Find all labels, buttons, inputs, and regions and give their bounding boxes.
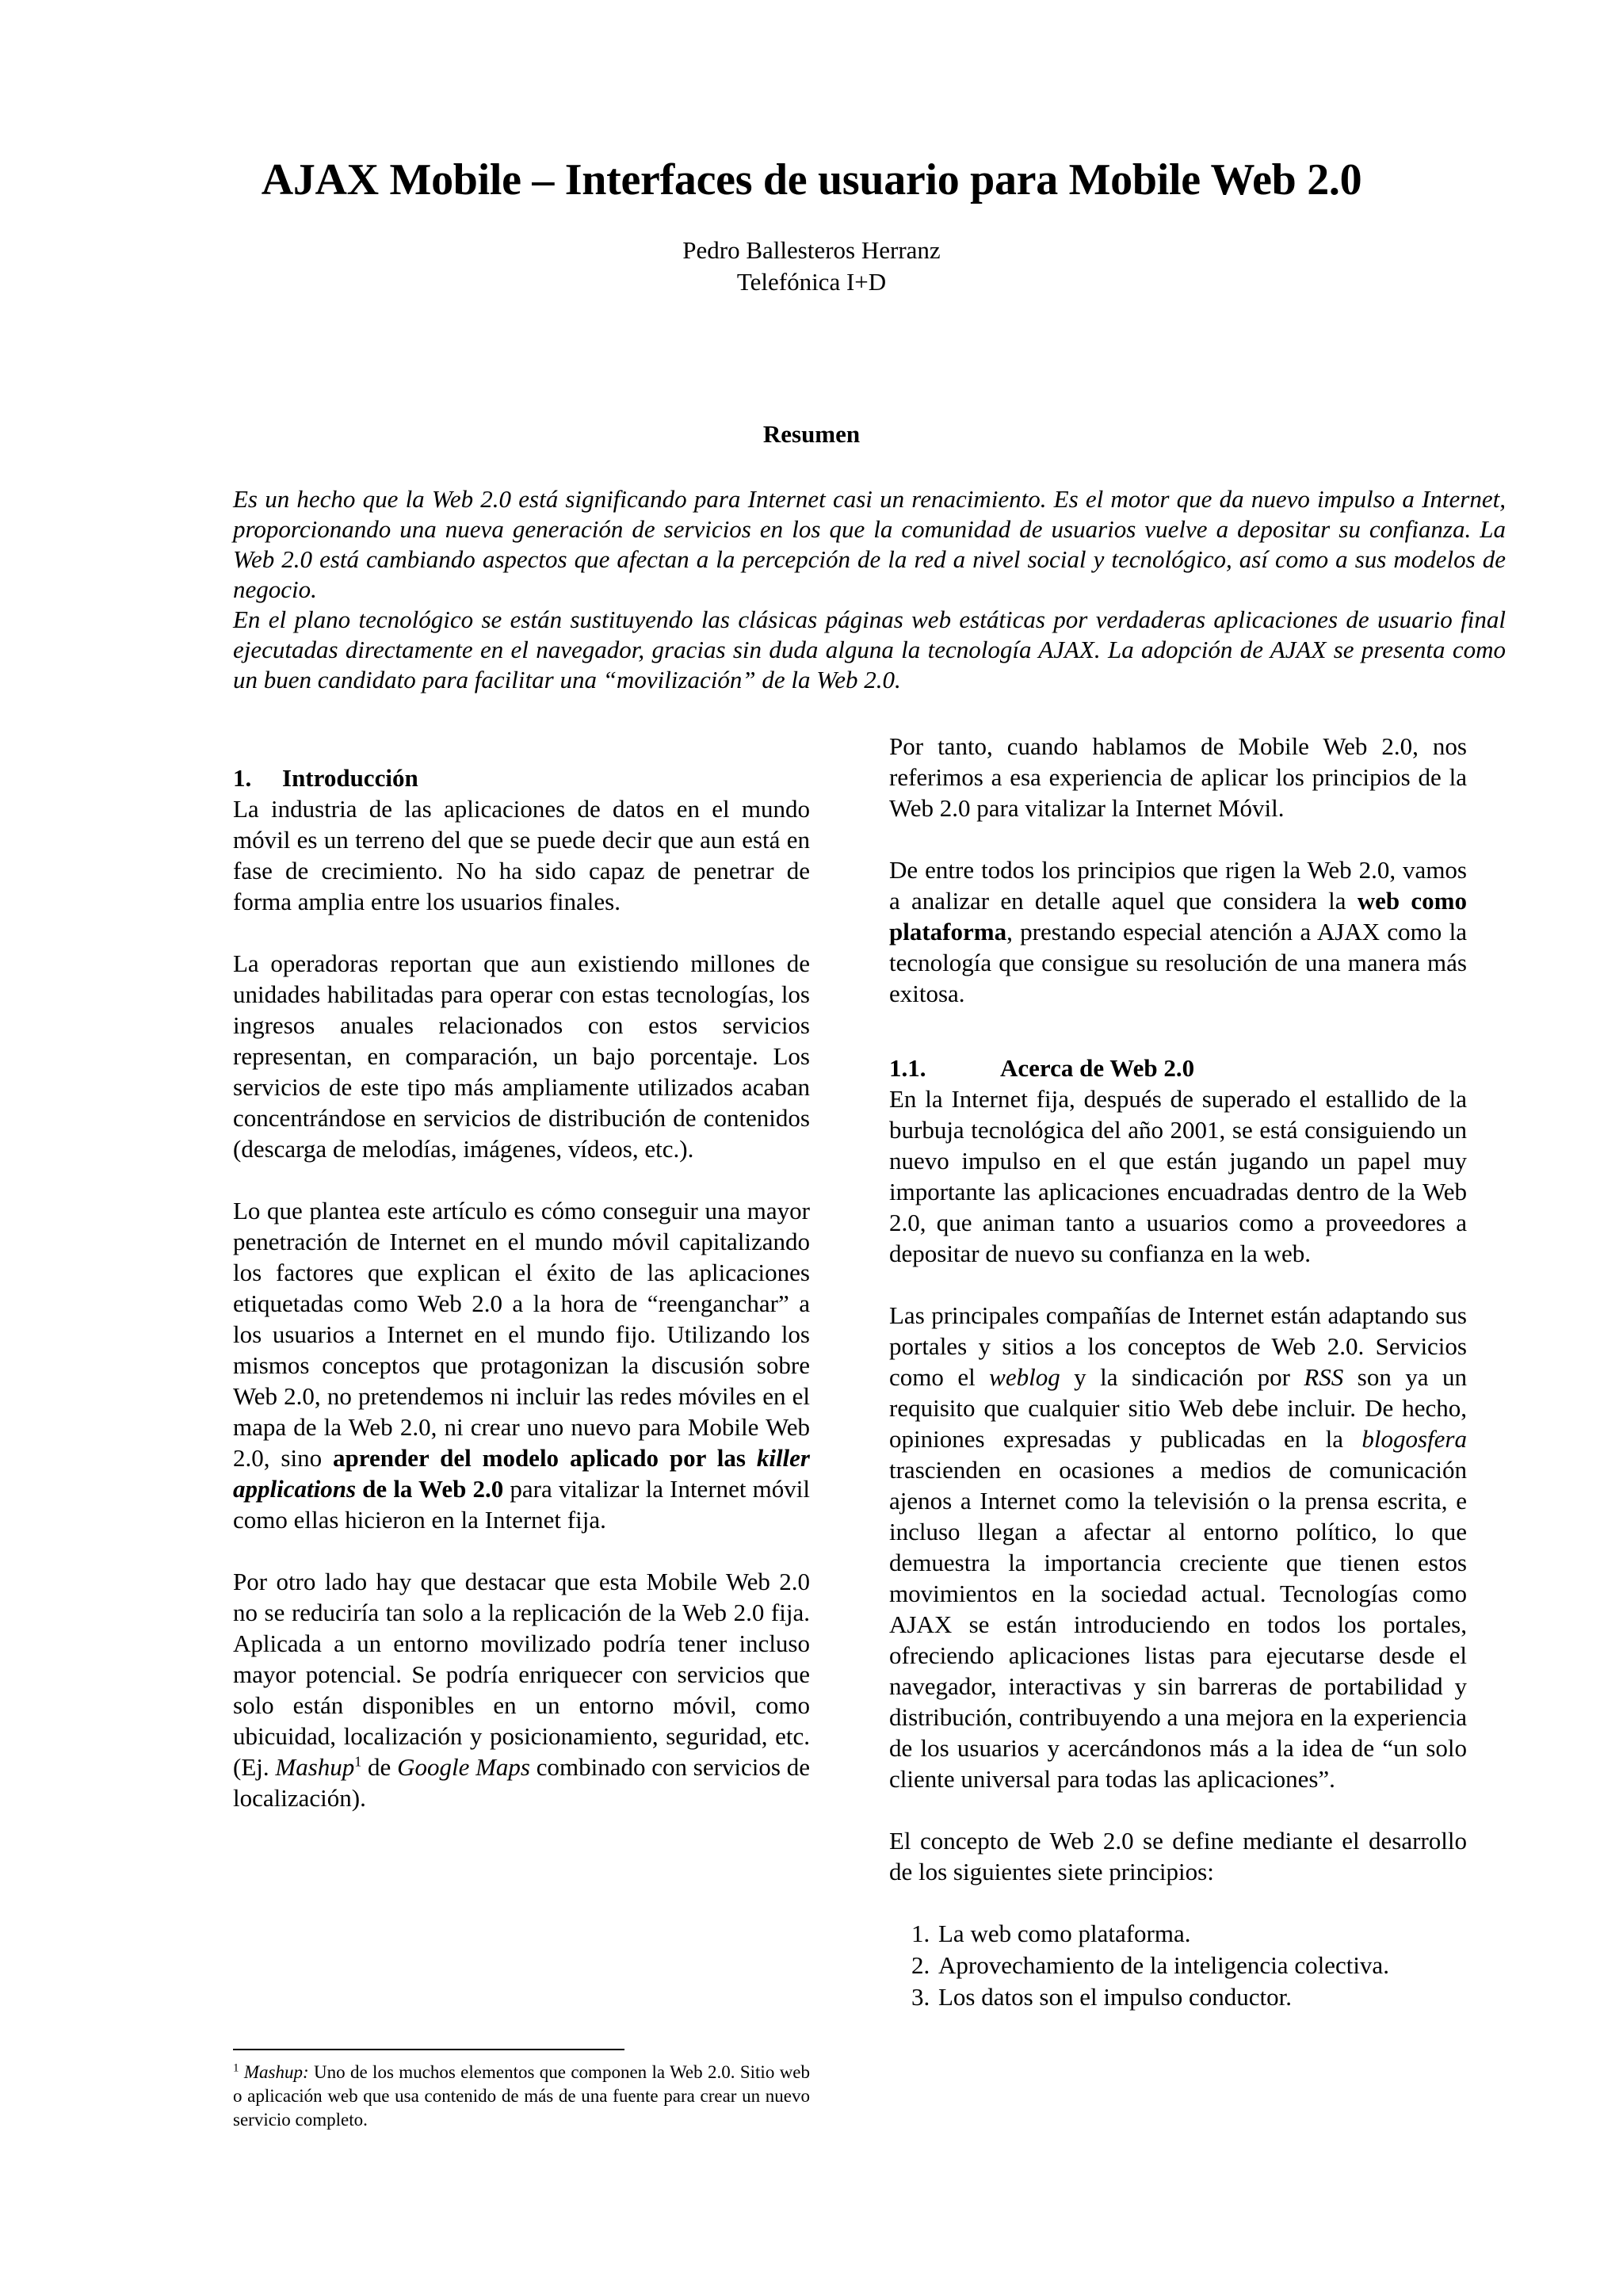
right-column — [889, 731, 1467, 2013]
list-item-number: 2. — [911, 1951, 930, 1979]
rss-term: RSS — [1304, 1363, 1344, 1391]
subsection-title: Acerca de Web 2.0 — [1000, 1054, 1195, 1082]
right-p2-text-end: , prestando especial atención a AJAX como la tecnología que consigue su resolución de una manera más exitosa. — [889, 918, 1467, 1007]
subsection-number: 1.1. — [889, 1054, 926, 1082]
intro-p3-text-end: para vitalizar la Internet móvil como ellas hicieron en la Internet fija. — [233, 1475, 811, 1534]
intro-paragraph-3 — [233, 1195, 810, 1535]
right-paragraph-3: En la Internet fija, después de superado el estallido de la burbuja tecnológica del año 2001, se está consiguiendo un nuevo impulso en el que están jugando un papel muy importante las aplicaciones encuadradas dentro de la Web 2.0, que animan tanto a usuarios como a proveedores a depositar de nuevo su confianza en la web. — [889, 1085, 1467, 1267]
right-paragraph-2 — [889, 854, 1467, 1009]
intro-p3-text: Lo que plantea este artículo es cómo conseguir una mayor penetración de Internet en el mundo móvil capitalizando los factores que explican el éxito de las aplicaciones etiquetadas como Web 2.0 a la hora de “reenganchar” a los usuarios a Internet en el mundo fijo. Utilizando los mismos conceptos que protagonizan la discusión sobre Web 2.0, no pretendemos ni incluir las redes móviles en el mapa de la Web 2.0, ni crear uno nuevo para Mobile Web 2.0, sino — [233, 1197, 810, 1472]
intro-paragraph-1: La industria de las aplicaciones de datos en el mundo móvil es un terreno del que se puede decir que aun está en fase de crecimiento. No ha sido capaz de penetrar de forma amplia entre los usuarios finales. — [233, 795, 810, 915]
footnote-term: Mashup: — [243, 2062, 309, 2082]
right-paragraph-4 — [889, 1300, 1467, 1794]
intro-p3-bold-italic: killer applications — [233, 1444, 810, 1503]
intro-paragraph-4 — [233, 1566, 810, 1813]
principles-list — [889, 1918, 1467, 2013]
footnote-ref-1[interactable]: 1 — [354, 1753, 362, 1770]
list-item — [889, 1950, 1467, 1981]
section-heading-introduccion — [233, 762, 810, 793]
intro-p4-text-end: combinado con servicios de localización). — [233, 1753, 811, 1812]
footnote-mark: 1 — [233, 2061, 239, 2075]
list-item-text: Los datos son el impulso conductor. — [938, 1983, 1293, 2011]
abstract-paragraph-1: Es un hecho que la Web 2.0 está significando para Internet casi un renacimiento. Es el motor que da nuevo impulso a Internet, proporcionando una nueva generación de servicios en los que la comunidad de usuarios vuelve a depositar su confianza. La Web 2.0 está cambiando aspectos que afectan a la percepción de la red a nivel social y tecnológico, así como a sus modelos de negocio. — [233, 485, 1506, 603]
footnote-divider — [233, 2049, 624, 2050]
subsection-heading-acerca — [889, 1052, 1467, 1083]
section-number: 1. — [233, 764, 252, 792]
right-paragraph-1: Por tanto, cuando hablamos de Mobile Web 2.0, nos referimos a esa experiencia de aplicar los principios de la Web 2.0 para vitalizar la Internet Móvil. — [889, 732, 1467, 822]
mashup-term: Mashup — [275, 1753, 355, 1781]
right-p4-text-3: son ya un requisito que cualquier sitio Web debe incluir. De hecho, opiniones expresadas y publicadas en la — [889, 1363, 1467, 1453]
blogosfera-term: blogosfera — [1361, 1425, 1467, 1453]
right-p4-text: Las principales compañías de Internet están adaptando sus portales y sitios a los conceptos de Web 2.0. Servicios como el — [889, 1301, 1467, 1391]
author-affiliation: Telefónica I+D — [736, 268, 887, 296]
list-item — [889, 1981, 1467, 2013]
abstract — [233, 484, 1506, 695]
intro-p3-bold-1: aprender del modelo aplicado por las — [333, 1444, 757, 1472]
right-p4-text-2: y la sindicación por — [1060, 1363, 1304, 1391]
abstract-heading: Resumen — [762, 420, 861, 448]
google-maps-term: Google Maps — [397, 1753, 530, 1781]
right-paragraph-5: El concepto de Web 2.0 se define mediante el desarrollo de los siguientes siete principios: — [889, 1827, 1467, 1885]
list-item-text: La web como plataforma. — [938, 1920, 1191, 1947]
list-item-text: Aprovechamiento de la inteligencia colectiva. — [938, 1951, 1389, 1979]
author-block — [0, 235, 1623, 298]
footnote-1 — [233, 2061, 810, 2132]
paper-title: AJAX Mobile – Interfaces de usuario para Mobile Web 2.0 — [261, 155, 1362, 204]
author-name: Pedro Ballesteros Herranz — [682, 236, 941, 264]
right-p4-text-end: trascienden en ocasiones a medios de comunicación ajenos a Internet como la televisión o la prensa escrita, e incluso llegan a afectar al entorno político, lo que demuestra la importancia creciente que tienen estos movimientos en la sociedad actual. Tecnologías como AJAX se están introduciendo en todos los portales, ofreciendo aplicaciones listas para ejecutarse desde el navegador, interactivas y sin barreras de portabilidad y distribución, contribuyendo a una mejora en la experiencia de los usuarios y acercándonos más a la idea de “un solo cliente universal para todas las aplicaciones”. — [889, 1456, 1467, 1793]
intro-paragraph-2: La operadoras reportan que aun existiendo millones de unidades habilitadas para operar con estas tecnologías, los ingresos anuales relacionados con estos servicios representan, en comparación, un bajo porcentaje. Los servicios de este tipo más ampliamente utilizados acaban concentrándose en servicios de distribución de contenidos (descarga de melodías, imágenes, vídeos, etc.). — [233, 949, 810, 1163]
left-column — [233, 762, 810, 1813]
abstract-paragraph-2: En el plano tecnológico se están sustituyendo las clásicas páginas web estáticas por verdaderas aplicaciones de usuario final ejecutadas directamente en el navegador, gracias sin duda alguna la tecnología AJAX. La adopción de AJAX se presenta como un buen candidato para facilitar una “movilización” de la Web 2.0. — [233, 606, 1506, 693]
web-como-plataforma-bold: web como plataforma — [889, 887, 1467, 946]
intro-p4-text: Por otro lado hay que destacar que esta Mobile Web 2.0 no se reduciría tan solo a la replicación de la Web 2.0 fija. Aplicada a un entorno movilizado podría tener incluso mayor potencial. Se podría enriquecer con servicios que solo están disponibles en un entorno móvil, como ubicuidad, localización y posicionamiento, seguridad, etc. (Ej. — [233, 1568, 810, 1781]
right-p2-text: De entre todos los principios que rigen la Web 2.0, vamos a analizar en detalle aquel que considera la — [889, 856, 1467, 915]
list-item-number: 1. — [911, 1920, 930, 1947]
section-title: Introducción — [282, 764, 418, 792]
list-item — [889, 1918, 1467, 1950]
weblog-term: weblog — [989, 1363, 1060, 1391]
intro-p4-text-2: de — [361, 1753, 398, 1781]
intro-p3-bold-3: de la Web 2.0 — [356, 1475, 504, 1503]
list-item-number: 3. — [911, 1983, 930, 2011]
footnote-text: Uno de los muchos elementos que componen la Web 2.0. Sitio web o aplicación web que usa contenido de más de una fuente para crear un nuevo servicio completo. — [233, 2062, 811, 2130]
